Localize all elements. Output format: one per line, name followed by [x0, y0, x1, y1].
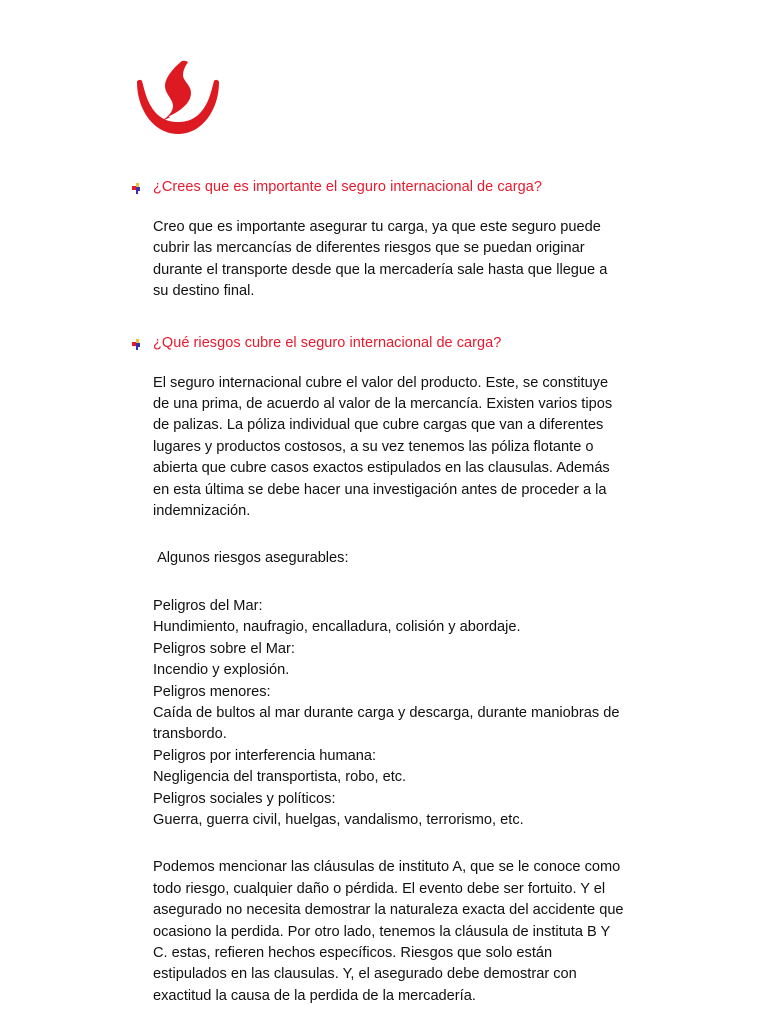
spacer — [0, 353, 768, 373]
paragraph-line: indemnización. — [153, 503, 251, 520]
risk-category: Peligros sociales y políticos: — [153, 790, 336, 807]
paragraph-line: ocasiono la perdida. Por otro lado, tenemos la cláusula de instituta B Y — [153, 923, 611, 940]
paragraph-line: C. estas, refieren hechos específicos. Riesgos que solo están — [153, 944, 553, 961]
paragraph-3 — [0, 857, 768, 1007]
paragraph-2 — [0, 373, 768, 523]
risks-list — [0, 596, 768, 831]
paragraph-line: El seguro internacional cubre el valor del producto. Este, se constituye — [153, 374, 609, 391]
risks-intro — [0, 548, 768, 569]
risk-detail: Caída de bultos al mar durante carga y descarga, durante maniobras de — [153, 704, 620, 721]
paragraph-line: Creo que es importante asegurar tu carga, ya que este seguro puede — [153, 219, 601, 235]
paragraph-line: exactitud la causa de la perdida de la mercadería. — [153, 987, 476, 1004]
risk-category: Peligros del Mar: — [153, 597, 263, 614]
paragraph-line: todo riesgo, cualquier daño o pérdida. El evento debe ser fortuito. Y el — [153, 880, 606, 897]
spacer — [0, 522, 768, 548]
spacer — [0, 570, 768, 596]
flame-crescent-icon — [133, 58, 223, 140]
paragraph-line: Podemos mencionar las cláusulas de instituto A, que se le conoce como — [153, 859, 621, 876]
paragraph-1 — [0, 217, 768, 303]
risk-category: Peligros por interferencia humana: — [153, 747, 377, 764]
section-heading-1-text: ¿Crees que es importante el seguro internacional de carga? — [153, 179, 542, 195]
section-heading-2 — [0, 334, 768, 353]
wingdings-cross-bullet-icon — [131, 338, 143, 351]
spacer — [0, 197, 768, 217]
paragraph-line: su destino final. — [153, 283, 255, 300]
wingdings-cross-bullet-icon — [131, 182, 143, 195]
risk-detail: Hundimiento, naufragio, encalladura, colisión y abordaje. — [153, 619, 521, 636]
spacer — [0, 831, 768, 857]
risk-detail: Negligencia del transportista, robo, etc. — [153, 769, 407, 786]
document-body — [0, 178, 768, 1007]
paragraph-line: durante el transporte desde que la mercadería sale hasta que llegue a — [153, 261, 608, 278]
paragraph-line: cubrir las mercancías de diferentes riesgos que se puedan originar — [153, 240, 585, 257]
risk-category: Peligros menores: — [153, 683, 271, 700]
paragraph-line: Algunos riesgos asegurables: — [153, 550, 349, 567]
paragraph-line: lugares y productos costosos, a su vez tenemos las póliza flotante o — [153, 438, 594, 455]
risk-category: Peligros sobre el Mar: — [153, 640, 295, 657]
risk-detail: transbordo. — [153, 726, 227, 743]
paragraph-line: estipulados en las clausulas. Y, el asegurado debe demostrar con — [153, 966, 577, 983]
paragraph-line: asegurado no necesita demostrar la naturaleza exacta del accidente que — [153, 902, 624, 919]
paragraph-line: abierta que cubre casos exactos estipulados en las clausulas. Además — [153, 460, 610, 477]
paragraph-line: en esta última se debe hacer una investigación antes de proceder a la — [153, 481, 607, 498]
section-heading-1 — [0, 178, 768, 197]
section-heading-2-text: ¿Qué riesgos cubre el seguro internacional de carga? — [153, 334, 502, 351]
risk-detail: Guerra, guerra civil, huelgas, vandalismo, terrorismo, etc. — [153, 811, 524, 828]
spacer — [0, 303, 768, 334]
risk-detail: Incendio y explosión. — [153, 662, 290, 679]
upc-flame-logo — [133, 58, 223, 140]
paragraph-line: de palizas. La póliza individual que cubre cargas que van a diferentes — [153, 417, 604, 434]
paragraph-line: de una prima, de acuerdo al valor de la mercancía. Existen varios tipos — [153, 396, 613, 413]
